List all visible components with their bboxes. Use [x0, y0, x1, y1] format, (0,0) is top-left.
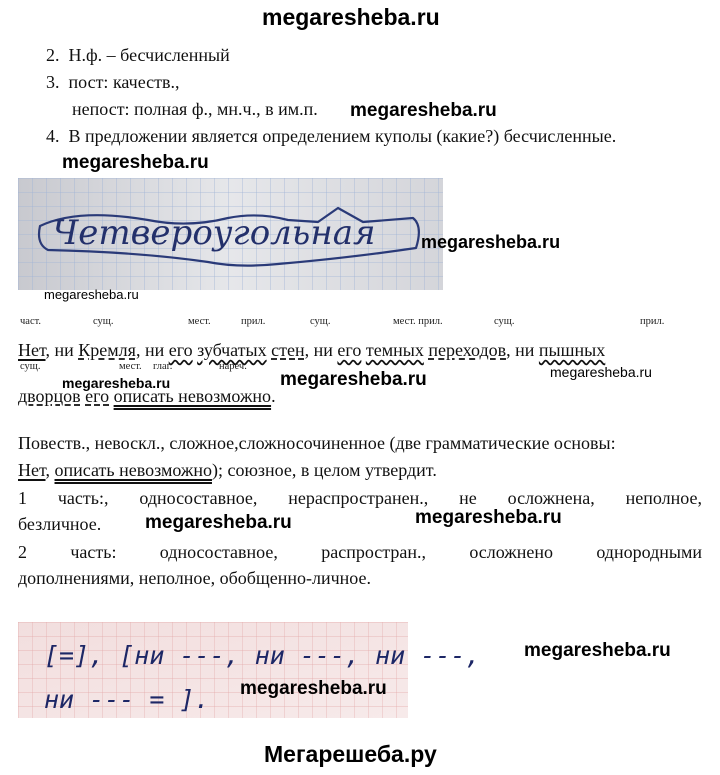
watermark: megaresheba.ru: [62, 375, 171, 391]
grammar-base-1: Нет: [18, 460, 46, 480]
list-item-4: [46, 126, 616, 147]
pos-label: сущ.: [93, 316, 114, 327]
pos-label: сущ.: [310, 316, 331, 327]
analysis-line: [18, 460, 437, 481]
separator: .: [271, 386, 276, 406]
attribute-word: темных: [365, 340, 424, 360]
watermark: megaresheba.ru: [145, 512, 292, 533]
predicate-phrase: описать невозможно: [113, 386, 272, 406]
object-word: его: [85, 386, 110, 406]
footer-watermark: Мегарешеба.ру: [264, 741, 437, 767]
list-number: 3.: [46, 72, 60, 92]
list-text: В предложении является определением куполы (какие?) бесчисленные.: [68, 126, 617, 146]
scheme-line-1: [=], [ни ---, ни ---, ни ---,: [44, 641, 481, 670]
sentence-line-1: [18, 340, 605, 361]
watermark: megaresheba.ru: [350, 100, 497, 121]
object-word: переходов: [428, 340, 507, 360]
handwriting-photo-2: [18, 622, 481, 718]
separator: , ни: [304, 340, 338, 360]
watermark: megaresheba.ru: [280, 369, 427, 390]
pos-label: мест.: [119, 361, 142, 372]
watermark-small: megaresheba.ru: [550, 364, 652, 380]
attribute-word: пышных: [538, 340, 606, 360]
watermark: megaresheba.ru: [415, 507, 562, 528]
pos-label: нареч.: [219, 361, 247, 372]
watermark: megaresheba.ru: [524, 640, 671, 661]
list-item-3: [46, 72, 180, 93]
pos-label: сущ.: [20, 361, 41, 372]
object-word: Кремля: [78, 340, 136, 360]
pos-label: прил.: [640, 316, 665, 327]
handwritten-word: Четвероугольная: [52, 213, 376, 253]
object-word: дворцов: [18, 386, 81, 406]
pos-label: прил.: [241, 316, 266, 327]
header-watermark: megaresheba.ru: [262, 4, 440, 30]
list-item-3-continued: [72, 99, 318, 120]
analysis-text: ); союзное, в целом утвердит.: [211, 460, 437, 480]
pos-label: глаг.: [153, 361, 173, 372]
separator: , ни: [506, 340, 539, 360]
analysis-line: Повеств., невоскл., сложное,сложносочиненное (две грамматические основы:: [18, 433, 616, 453]
object-word: стен: [271, 340, 305, 360]
list-number: 2.: [46, 45, 60, 65]
analysis-line: дополнениями, неполное, обобщенно-личное.: [18, 568, 372, 588]
list-number: 4.: [46, 126, 60, 146]
list-text: Н.ф. – бесчисленный: [68, 45, 230, 65]
separator: ,: [45, 460, 55, 480]
pos-label: мест. прил.: [393, 316, 443, 327]
handwriting-photo-1: [18, 178, 443, 290]
analysis-line: 2 часть: односоставное, распростран., осложнено однородными: [18, 542, 702, 562]
attribute-word: его: [337, 340, 362, 360]
list-text: пост: качеств.,: [68, 72, 180, 92]
list-item-2: [46, 45, 230, 66]
watermark: megaresheba.ru: [421, 232, 561, 252]
analysis-line: безличное.: [18, 514, 102, 534]
separator: , ни: [45, 340, 79, 360]
sentence-line-2: [18, 386, 276, 407]
watermark: megaresheba.ru: [240, 678, 387, 699]
analysis-line: 1 часть:, односоставное, нераспространен., не осложнена, неполное,: [18, 488, 702, 508]
subject-word: Нет: [18, 340, 46, 360]
separator: , ни: [135, 340, 169, 360]
watermark: megaresheba.ru: [62, 152, 209, 173]
pos-label: част.: [20, 316, 42, 327]
scheme-line-2: ни --- = ].: [44, 685, 210, 714]
pos-label: сущ.: [494, 316, 515, 327]
attribute-word: его: [168, 340, 193, 360]
grammar-base-2: описать невозможно: [54, 460, 212, 480]
list-text: непост: полная ф., мн.ч., в им.п.: [72, 99, 318, 119]
watermark-small: megaresheba.ru: [44, 287, 139, 302]
pos-label: мест.: [188, 316, 211, 327]
attribute-word: зубчатых: [197, 340, 267, 360]
